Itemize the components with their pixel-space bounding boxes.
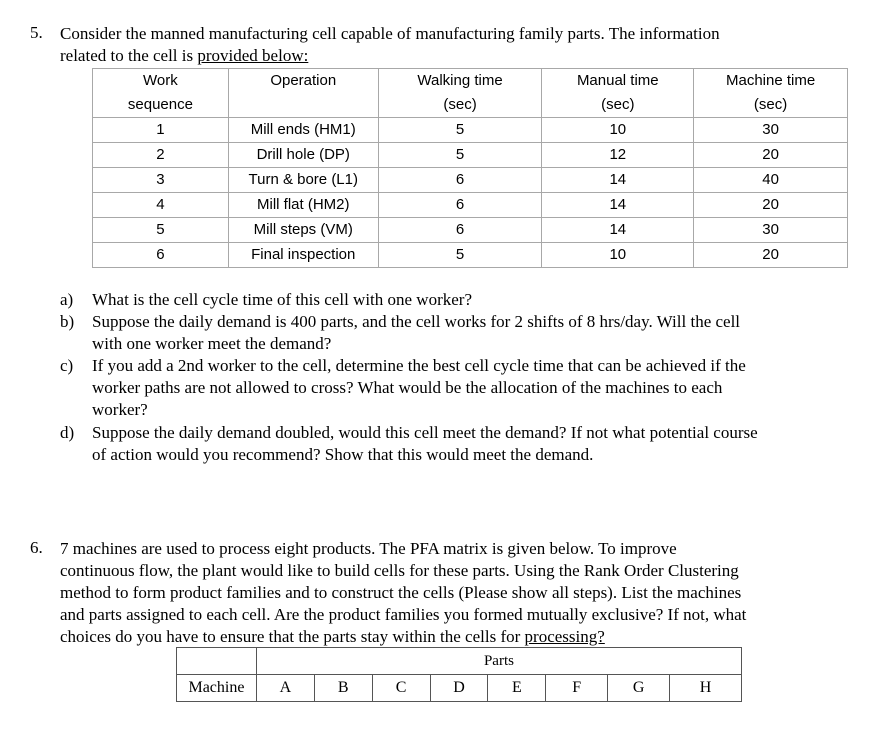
header-operation-label: Operation	[270, 72, 337, 89]
cell-machine: 20	[694, 243, 848, 268]
cell-operation: Mill ends (HM1)	[228, 118, 378, 143]
pfa-col-b: B	[314, 675, 372, 702]
cell-walk: 5	[378, 243, 542, 268]
cell-operation: Mill flat (HM2)	[228, 193, 378, 218]
pfa-col-d: D	[430, 675, 488, 702]
question-5b-line: with one worker meet the demand?	[92, 334, 332, 353]
question-6-line: continuous flow, the plant would like to build cells for these parts. Using the Rank Order Clustering	[60, 561, 739, 580]
cell-seq: 5	[93, 218, 229, 243]
question-5d	[60, 422, 860, 464]
intro-line2-underlined: provided below:	[197, 46, 309, 65]
cell-manual: 10	[542, 243, 694, 268]
table-row	[93, 168, 848, 193]
cell-seq: 4	[93, 193, 229, 218]
pfa-parts-header: Parts	[256, 648, 741, 675]
question-6-last-line-underlined: processing?	[524, 627, 605, 646]
pfa-col-f: F	[546, 675, 608, 702]
header-sequence: sequence	[127, 96, 193, 113]
cell-walk: 5	[378, 118, 542, 143]
question-5a	[60, 289, 860, 311]
cell-machine: 30	[694, 118, 848, 143]
cell-manual: 14	[542, 218, 694, 243]
header-machine-label: Machine time	[725, 72, 816, 89]
cell-operation: Mill steps (VM)	[228, 218, 378, 243]
cell-seq: 1	[93, 118, 229, 143]
cell-seq: 6	[93, 243, 229, 268]
cell-machine: 40	[694, 168, 848, 193]
pfa-corner-cell	[177, 648, 257, 675]
cell-manual: 12	[542, 143, 694, 168]
cell-walk: 6	[378, 168, 542, 193]
table-row	[93, 143, 848, 168]
pfa-col-a: A	[256, 675, 314, 702]
question-5c-line: If you add a 2nd worker to the cell, determine the best cell cycle time that can be achieved if the	[92, 356, 746, 375]
question-5c	[60, 355, 860, 419]
question-5b	[60, 311, 860, 353]
header-manual-label: Manual time	[576, 72, 659, 89]
pfa-matrix-table	[176, 647, 742, 702]
header-walking-time	[378, 69, 542, 118]
question-5c-line: worker?	[92, 400, 148, 419]
pfa-column-header-row	[177, 675, 742, 702]
intro-line2-text: related to the cell is	[60, 46, 198, 65]
question-6-number: 6.	[30, 538, 43, 557]
pfa-col-h: H	[670, 675, 742, 702]
question-5b-line: Suppose the daily demand is 400 parts, and the cell works for 2 shifts of 8 hrs/day. Will the cell	[92, 312, 741, 331]
question-5d-line: of action would you recommend? Show that this would meet the demand.	[92, 445, 594, 464]
question-5a-label: a)	[60, 290, 74, 309]
cell-info-header-row	[93, 69, 848, 118]
cell-operation: Turn & bore (L1)	[228, 168, 378, 193]
question-5c-label: c)	[60, 356, 74, 375]
question-5b-label: b)	[60, 312, 75, 331]
cell-manual: 10	[542, 118, 694, 143]
pfa-parts-header-row	[177, 648, 742, 675]
cell-walk: 6	[378, 218, 542, 243]
question-5d-label: d)	[60, 423, 75, 442]
header-manual-unit: (sec)	[601, 96, 635, 113]
table-row	[93, 193, 848, 218]
header-work: Work	[143, 72, 178, 89]
question-5d-text	[92, 422, 852, 466]
cell-machine: 20	[694, 193, 848, 218]
question-5c-line: worker paths are not allowed to cross? What would be the allocation of the machines to each	[92, 378, 723, 397]
cell-manual: 14	[542, 168, 694, 193]
question-6-line: method to form product families and to construct the cells (Please show all steps). List the machines	[60, 583, 742, 602]
cell-seq: 3	[93, 168, 229, 193]
cell-info-table	[92, 68, 848, 268]
cell-machine: 30	[694, 218, 848, 243]
question-5a-line: What is the cell cycle time of this cell with one worker?	[92, 290, 473, 309]
question-5c-text	[92, 355, 852, 421]
cell-manual: 14	[542, 193, 694, 218]
header-machine-time	[694, 69, 848, 118]
question-6-line: 7 machines are used to process eight products. The PFA matrix is given below. To improve	[60, 539, 677, 558]
question-5-intro-line1: Consider the manned manufacturing cell capable of manufacturing family parts. The information	[60, 24, 720, 43]
question-6-text	[60, 538, 870, 648]
pfa-col-e: E	[488, 675, 546, 702]
cell-operation: Drill hole (DP)	[228, 143, 378, 168]
cell-seq: 2	[93, 143, 229, 168]
question-6-last-line	[60, 626, 870, 648]
pfa-col-c: C	[372, 675, 430, 702]
cell-machine: 20	[694, 143, 848, 168]
question-6-line: and parts assigned to each cell. Are the product families you formed mutually exclusive? If not, what	[60, 605, 747, 624]
cell-walk: 6	[378, 193, 542, 218]
header-walking-label: Walking time	[417, 72, 503, 89]
header-walking-unit: (sec)	[443, 96, 477, 113]
header-work-sequence	[93, 69, 229, 118]
question-6-last-line-text: choices do you have to ensure that the parts stay within the cells for	[60, 627, 525, 646]
header-operation	[228, 69, 378, 118]
pfa-col-g: G	[608, 675, 670, 702]
question-5b-text	[92, 311, 852, 355]
table-row	[93, 243, 848, 268]
question-5-number: 5.	[30, 23, 43, 42]
cell-operation: Final inspection	[228, 243, 378, 268]
pfa-machine-header: Machine	[177, 675, 257, 702]
table-row	[93, 218, 848, 243]
cell-walk: 5	[378, 143, 542, 168]
question-5d-line: Suppose the daily demand doubled, would this cell meet the demand? If not what potential course	[92, 423, 758, 442]
question-5-intro	[60, 23, 860, 67]
table-row	[93, 118, 848, 143]
question-5-intro-line2	[60, 45, 860, 67]
header-machine-unit: (sec)	[753, 96, 788, 113]
question-5a-text	[92, 289, 852, 311]
header-manual-time	[542, 69, 694, 118]
